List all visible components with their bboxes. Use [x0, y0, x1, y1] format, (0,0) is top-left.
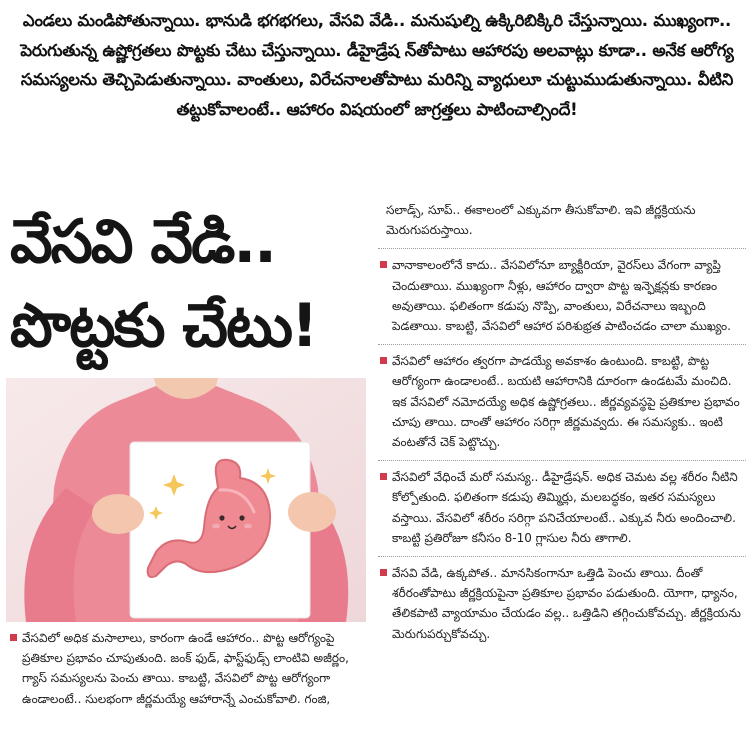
left-paragraph [8, 628, 364, 709]
headline-line-2: పొట్టకు చేటు! [10, 291, 317, 361]
bullet-marker [380, 357, 387, 364]
separator [378, 344, 746, 345]
bullet-marker [380, 473, 387, 480]
right-paragraph-text: వేసవిలో వేధించే మరో సమస్య.. డీహైడ్రేషన్. అధిక చెమట వల్ల శరీరం నీటిని కోల్పోతుంది. ఫలితంగా కడుపు తిమ్మిర్లు, మలబద్ధకం, ఇతర సమస్యలు వస్తాయి. వేసవిలో శరీరం సరిగ్గా పనిచేయాలంటే.. ఎక్కువ నీరు అందించాలి. కాబట్టి ప్రతిరోజూ కనీసం 8-10 గ్లాసుల నీరు తాగాలి. [392, 470, 738, 545]
left-paragraph-text: వేసవిలో అధిక మసాలాలు, కారంగా ఉండే ఆహారం.. పొట్ట ఆరోగ్యంపై ప్రతికూల ప్రభావం చూపుతుంది. జంక్ ఫుడ్, ఫాస్ట్‌ఫుడ్స్ లాంటివి అజీర్ణం, గ్యాస్ సమస్యలను పెంచు తాయి. కాబట్టి, వేసవిలో పొట్ట ఆరోగ్యంగా ఉండాలంటే.. సులభంగా జీర్ణమయ్యే ఆహారాన్నే ఎంచుకోవాలి. గంజి, [22, 631, 349, 706]
right-continuation-text: సలాడ్స్, సూప్.. ఈకాలంలో ఎక్కువగా తీసుకోవాలి. ఇవి జీర్ణక్రియను మెరుగుపరుస్తాయి. [386, 203, 696, 238]
bullet-marker [10, 634, 17, 641]
right-paragraph-text: వేసవి వేడి, ఉక్కపోత.. మానసికంగానూ ఒత్తిడి పెంచు తాయి. దీంతో శరీరంతోపాటు జీర్ణక్రియపైనా ప్రతికూల ప్రభావం పడుతుంది. యోగా, ధ్యానం, తేలికపాటి వ్యాయామం చేయడం వల్ల.. ఒత్తిడిని తగ్గించుకోవచ్చు. జీర్ణక్రియను మెరుగుపర్చుకోవచ్చు. [392, 566, 741, 641]
right-paragraph-1 [378, 255, 746, 336]
right-paragraph-4 [378, 563, 746, 644]
intro-paragraph: ఎండలు మండిపోతున్నాయి. భానుడి భగభగలు, వేసవి వేడి.. మనుషుల్ని ఉక్కిరిబిక్కిరి చేస్తున్నాయి. ముఖ్యంగా.. పెరుగుతున్న ఉష్ణోగ్రతలు పొట్టకు చేటు చేస్తున్నాయి. డీహైడ్రేష న్‌తోపాటు ఆహారపు అలవాట్లు కూడా.. అనేక ఆరోగ్య సమస్యలను తెచ్చిపెడుతున్నాయి. వాంతులు, విరేచనాలతోపాటు మరిన్ని వ్యాధులూ చుట్టుముడుతున్నాయి. వీటిని తట్టుకోవాలంటే.. ఆహారం విషయంలో జాగ్రత్తలు పాటించాల్సిందే! [20, 11, 734, 119]
right-continuation [378, 200, 746, 240]
separator [378, 460, 746, 461]
headline [10, 200, 370, 368]
right-paragraph-2 [378, 351, 746, 452]
separator [378, 248, 746, 249]
right-column [378, 200, 746, 652]
right-paragraph-text: వేసవిలో ఆహారం త్వరగా పాడయ్యే అవకాశం ఉంటుంది. కాబట్టి, పొట్ట ఆరోగ్యంగా ఉండాలంటే.. బయటి ఆహారానికి దూరంగా ఉండటమే మంచిది. ఇక వేసవిలో నమోదయ్యే అధిక ఉష్ణోగ్రతలు.. జీర్ణవ్యవస్థపై ప్రతికూల ప్రభావం చూపు తాయి. దాంతో ఆహారం సరిగ్గా జీర్ణమవ్వదు. ఈ సమస్యకు.. ఇంటి వంటతోనే చెక్ పెట్టొచ్చు. [392, 354, 740, 450]
woman-holding-stomach-drawing-photo [6, 378, 366, 622]
bullet-marker [380, 261, 387, 268]
bullet-marker [380, 569, 387, 576]
headline-line-1: వేసవి వేడి.. [10, 207, 275, 277]
right-paragraph-text: వానాకాలంలోనే కాదు.. వేసవిలోనూ బ్యాక్టీరియా, వైరస్‌లు వేగంగా వ్యాప్తి చెందుతాయి. ముఖ్యంగా నీళ్లు, ఆహారం ద్వారా పొట్ట ఇన్ఫెక్షన్లకు కారణం అవుతాయి. ఫలితంగా కడుపు నొప్పి, వాంతులు, విరేచనాలు ఇబ్బంది పెడతాయి. కాబట్టి, వేసవిలో ఆహార పరిశుభ్రత పాటించడం చాలా ముఖ్యం. [392, 258, 731, 334]
separator [378, 556, 746, 557]
right-paragraph-3 [378, 467, 746, 548]
left-column [8, 628, 364, 717]
